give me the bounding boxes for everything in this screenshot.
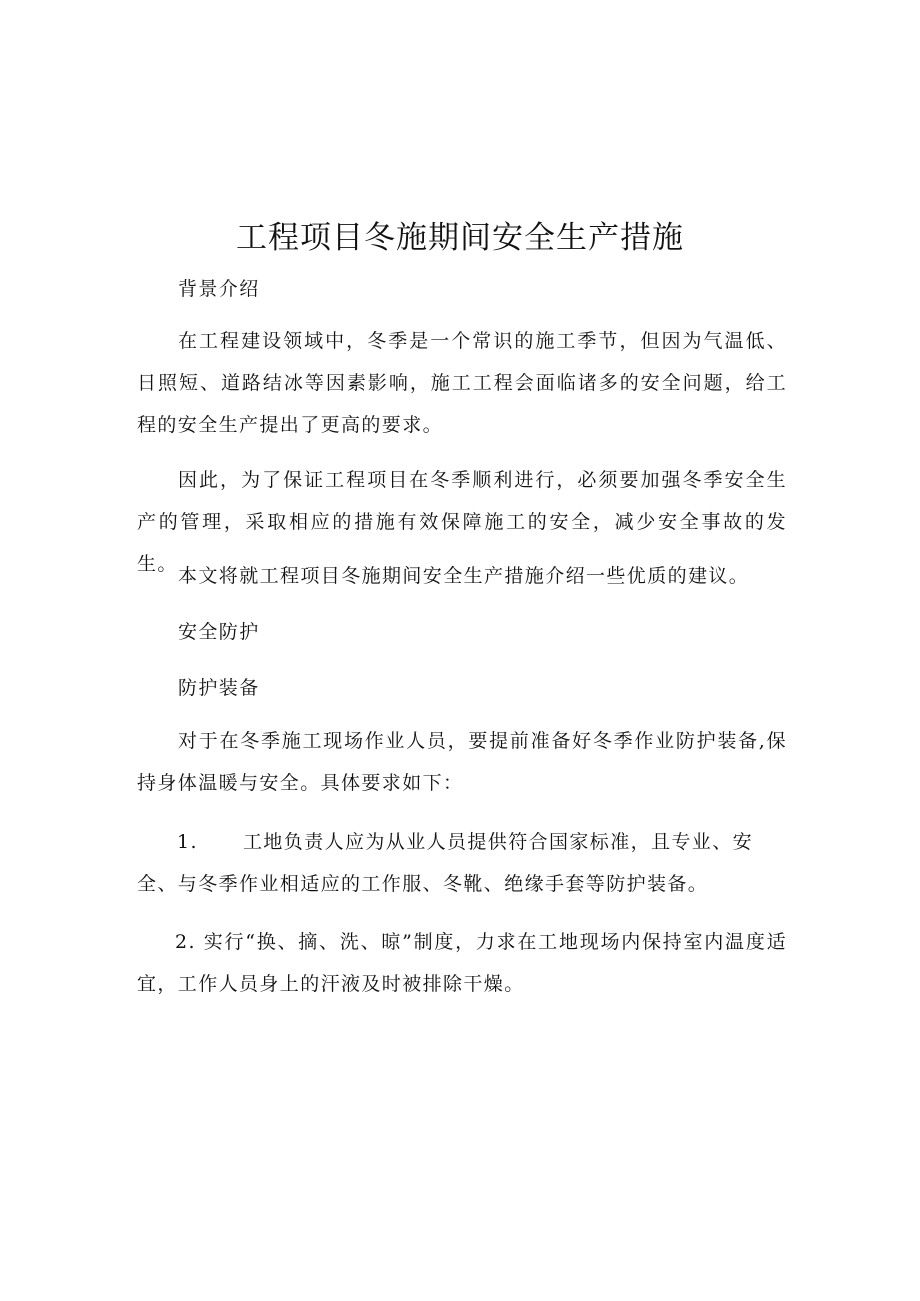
equipment-paragraph: 对于在冬季施工现场作业人员，要提前准备好冬季作业防护装备,保持身体温暖与安全。具体要求如下： — [137, 730, 787, 794]
document-title: 工程项目冬施期间安全生产措施 — [236, 220, 684, 256]
background-paragraph-1: 在工程建设领域中，冬季是一个常识的施工季节，但因为气温低、日照短、道路结冰等因素影响，施工工程会面临诸多的安全问题，给工程的安全生产提出了更高的要求。 — [137, 330, 787, 436]
list-item-2 — [137, 921, 787, 1005]
list-item-1 — [137, 821, 797, 863]
background-paragraph-2: 因此，为了保证工程项目在冬季顺利进行，必须要加强冬季安全生产的管理，采取相应的措施有效保障施工的安全，减少安全事故的发生。 — [137, 469, 787, 575]
background-paragraph-3: 本文将就工程项目冬施期间安全生产措施介绍一些优质的建议。 — [178, 565, 750, 587]
list-item-1-number: 1. — [177, 831, 198, 853]
list-item-2-text: 实行“换、摘、洗、晾”制度，力求在工地现场内保持室内温度适宜，工作人员身上的汗液及时被排除干燥。 — [137, 931, 787, 995]
background-heading: 背景介绍 — [178, 278, 260, 300]
safety-heading: 安全防护 — [178, 621, 260, 643]
list-item-1-line-1: 工地负责人应为从业人员提供符合国家标准，且专业、安 — [243, 831, 754, 853]
equipment-heading: 防护装备 — [178, 677, 260, 699]
list-item-2-number: 2. — [175, 931, 196, 953]
list-item-1-continuation: 全、与冬季作业相适应的工作服、冬靴、绝缘手套等防护装备。 — [137, 873, 709, 895]
